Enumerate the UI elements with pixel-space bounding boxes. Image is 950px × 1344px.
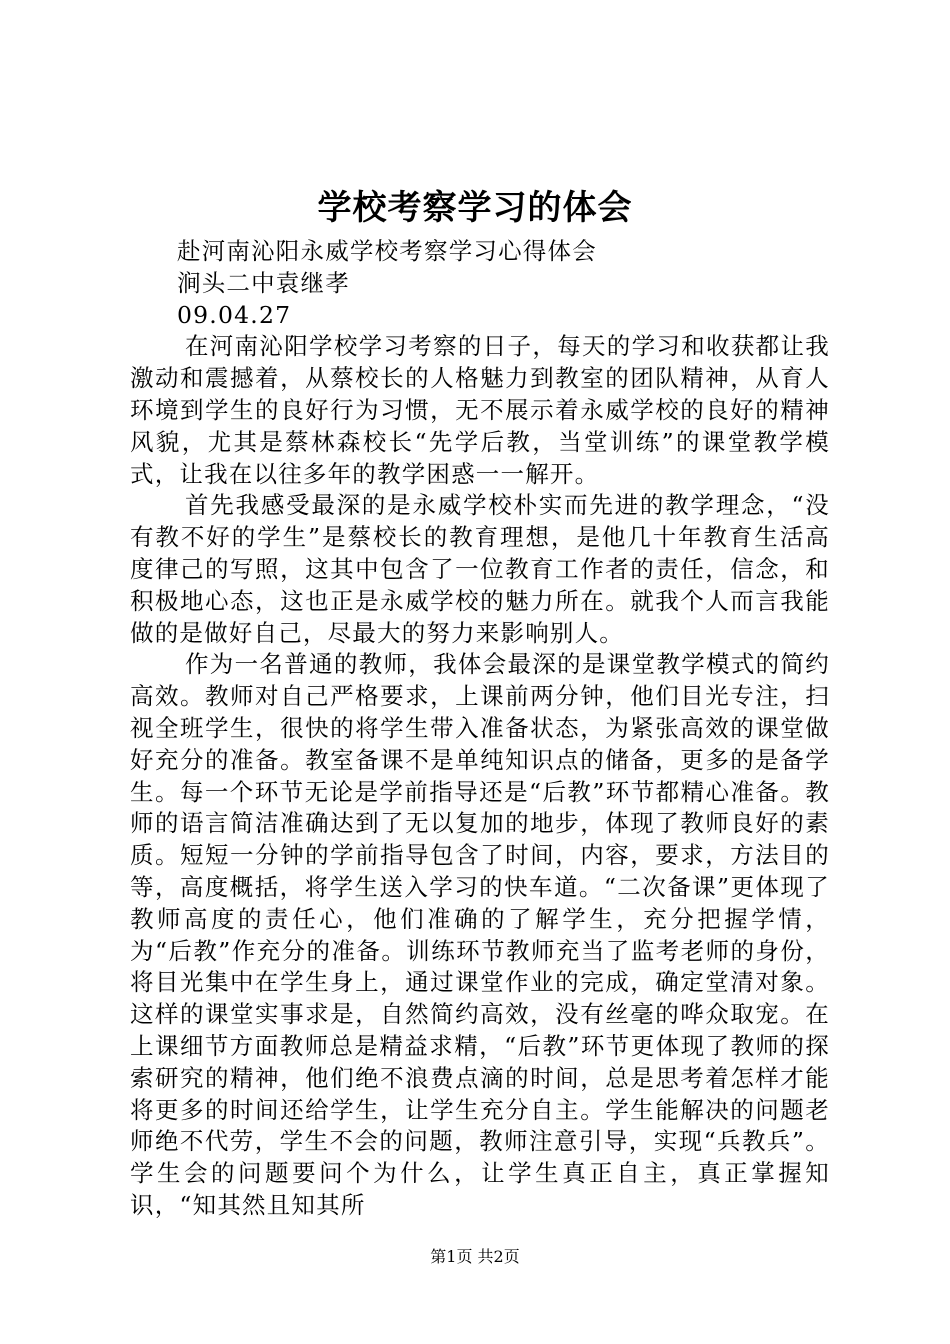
document-title: 学校考察学习的体会 [317, 188, 633, 228]
paragraph-3: 作为一名普通的教师，我体会最深的是课堂教学模式的简约高效。教师对自己严格要求，上课前两分钟，他们目光专注，扫视全班学生，很快的将学生带入准备状态，为紧张高效的课堂做好充分的准备。教室备课不是单纯知识点的储备，更多的是备学生。每一个环节无论是学前指导还是“后教”环节都精心准备。教师的语言简洁准确达到了无以复加的地步，体现了教师良好的素质。短短一分钟的学前指导包含了时间，内容，要求，方法目的等，高度概括，将学生送入学习的快车道。“二次备课”更体现了教师高度的责任心，他们准确的了解学生，充分把握学情，为“后教”作充分的准备。训练环节教师充当了监考老师的身份，将目光集中在学生身上，通过课堂作业的完成，确定堂清对象。这样的课堂实事求是，自然简约高效，没有丝毫的哗众取宠。在上课细节方面教师总是精益求精，“后教”环节更体现了教师的探索研究的精神，他们绝不浪费点滴的时间，总是思考着怎样才能将更多的时间还给学生，让学生充分自主。学生能解决的问题老师绝不代劳，学生不会的问题，教师注意引导，实现“兵教兵”。学生会的问题要问个为什么，让学生真正自主，真正掌握知识，“知其然且知其所 [130, 650, 830, 1219]
document-author: 涧头二中袁继孝 [177, 268, 350, 297]
document-body [130, 236, 830, 1222]
document-subtitle: 赴河南沁阳永威学校考察学习心得体会 [177, 237, 597, 265]
paragraph-2: 首先我感受最深的是永威学校朴实而先进的教学理念，“没有教不好的学生”是蔡校长的教育理想，是他几十年教育生活高度律己的写照，这其中包含了一位教育工作者的责任，信念，和积极地心态，这也正是永威学校的魅力所在。就我个人而言我能做的是做好自己，尽最大的努力来影响别人。 [130, 491, 830, 647]
page-footer: 第1页 共2页 [430, 1247, 520, 1266]
paragraph-1: 在河南沁阳学校学习考察的日子，每天的学习和收获都让我激动和震撼着，从蔡校长的人格魅力到教室的团队精神，从育人环境到学生的良好行为习惯，无不展示着永威学校的良好的精神风貌，尤其是蔡林森校长“先学后教，当堂训练”的课堂教学模式，让我在以往多年的教学困惑一一解开。 [130, 332, 830, 488]
document-date: 09.04.27 [177, 300, 292, 329]
